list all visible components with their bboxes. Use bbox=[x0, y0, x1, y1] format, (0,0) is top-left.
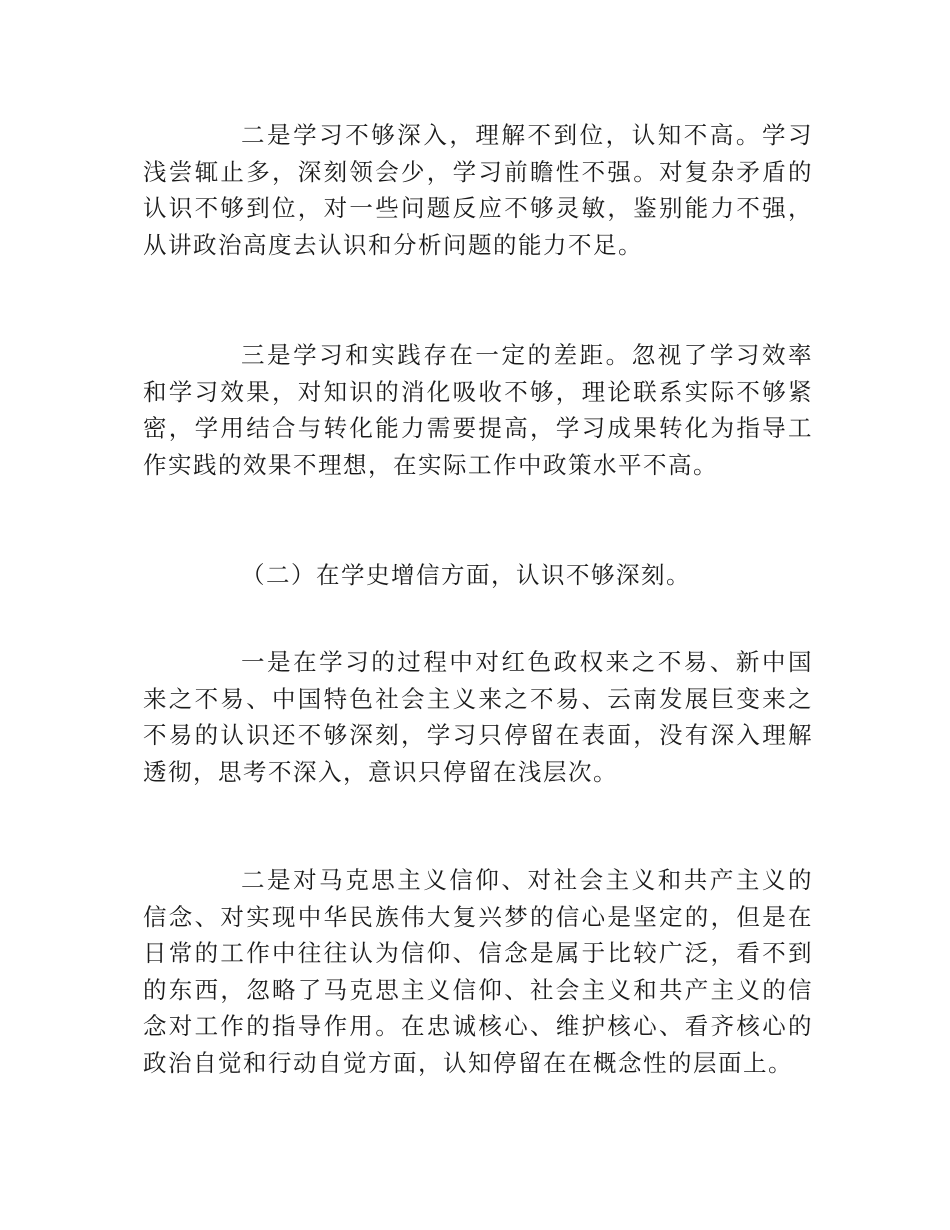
paragraph-study-depth bbox=[143, 117, 813, 263]
heading-text: （二）在学史增信方面，认识不够深刻。 bbox=[241, 561, 691, 589]
paragraph-belief-faith bbox=[143, 862, 813, 1081]
section-heading bbox=[143, 557, 813, 594]
paragraph-text: 一是在学习的过程中对红色政权来之不易、新中国来之不易、中国特色社会主义来之不易、云南发展巨变来之不易的认识还不够深刻，学习只停留在表面，没有深入理解透彻，思考不深入，意识只停留在浅层次。 bbox=[143, 648, 813, 786]
paragraph-study-practice-gap bbox=[143, 337, 813, 483]
paragraph-text: 二是对马克思主义信仰、对社会主义和共产主义的信念、对实现中华民族伟大复兴梦的信心是坚定的，但是在日常的工作中往往认为信仰、信念是属于比较广泛，看不到的东西，忽略了马克思主义信仰、社会主义和共产主义的信念对工作的指导作用。在忠诚核心、维护核心、看齐核心的政治自觉和行动自觉方面，认知停留在在概念性的层面上。 bbox=[143, 866, 813, 1077]
paragraph-history-understanding bbox=[143, 644, 813, 790]
paragraph-text: 二是学习不够深入，理解不到位，认知不高。学习浅尝辄止多，深刻领会少，学习前瞻性不强。对复杂矛盾的认识不够到位，对一些问题反应不够灵敏，鉴别能力不强，从讲政治高度去认识和分析问题的能力不足。 bbox=[143, 121, 813, 259]
paragraph-text: 三是学习和实践存在一定的差距。忽视了学习效率和学习效果，对知识的消化吸收不够，理论联系实际不够紧密，学用结合与转化能力需要提高，学习成果转化为指导工作实践的效果不理想，在实际工作中政策水平不高。 bbox=[143, 341, 813, 479]
